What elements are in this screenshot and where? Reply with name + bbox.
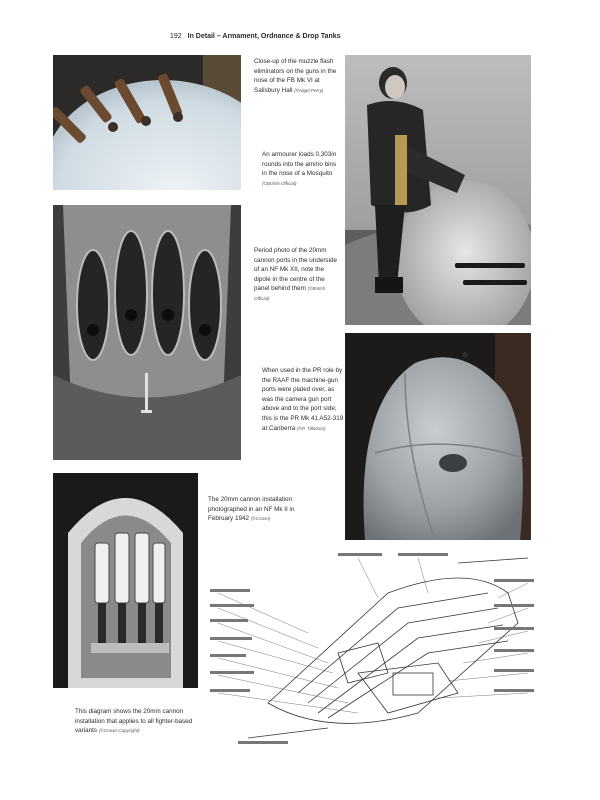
photo-pr-mk41-nose bbox=[345, 333, 531, 540]
caption-diagram: This diagram shows the 20mm cannon installation that applies to all fighter-based variants (©Crown Copyright) bbox=[75, 708, 193, 735]
page-header bbox=[170, 33, 341, 40]
credit-muzzle: (©Nigel Perry) bbox=[294, 87, 324, 93]
caption-installation: The 20mm cannon installation photographed in an NF Mk II in February 1942 (©Crown) bbox=[208, 496, 295, 523]
credit-cannon-ports: (©British Official) bbox=[254, 286, 326, 301]
photo-muzzle-flash-eliminators bbox=[53, 55, 241, 190]
caption-cannon-ports: Period photo of the 20mm cannon ports in the underside of an NF Mk XII, note the dipole in the centre of the panel behind them (©British Official) bbox=[254, 247, 337, 301]
page-number: 192 bbox=[170, 33, 182, 40]
credit-armourer: (©British Official) bbox=[262, 180, 297, 186]
caption-pr-role: When used in the PR role by the RAAF the machine-gun ports were plated over, as was the camera gun port above and to the port side; this is the PR Mk 41 A52-319 at Canberra (©P. Tillotson) bbox=[262, 367, 344, 432]
credit-installation: (©Crown) bbox=[250, 516, 271, 522]
caption-armourer: An armourer loads 0.303in rounds into the ammo bins in the nose of a Mosquito (©British Official) bbox=[262, 151, 337, 186]
photo-armourer-loading-ammo bbox=[345, 55, 531, 325]
photo-cannon-ports-underside bbox=[53, 205, 241, 460]
chapter-title: In Detail – Armament, Ordnance & Drop Tanks bbox=[187, 33, 341, 40]
credit-diagram: (©Crown Copyright) bbox=[98, 728, 140, 734]
credit-pr-role: (©P. Tillotson) bbox=[297, 425, 326, 431]
diagram-cannon-installation bbox=[208, 553, 538, 748]
photo-cannon-installation bbox=[53, 473, 198, 688]
caption-muzzle: Close-up of the muzzle flash eliminators on the guns in the nose of the FB Mk VI at Salisbury Hall (©Nigel Perry) bbox=[254, 58, 337, 94]
